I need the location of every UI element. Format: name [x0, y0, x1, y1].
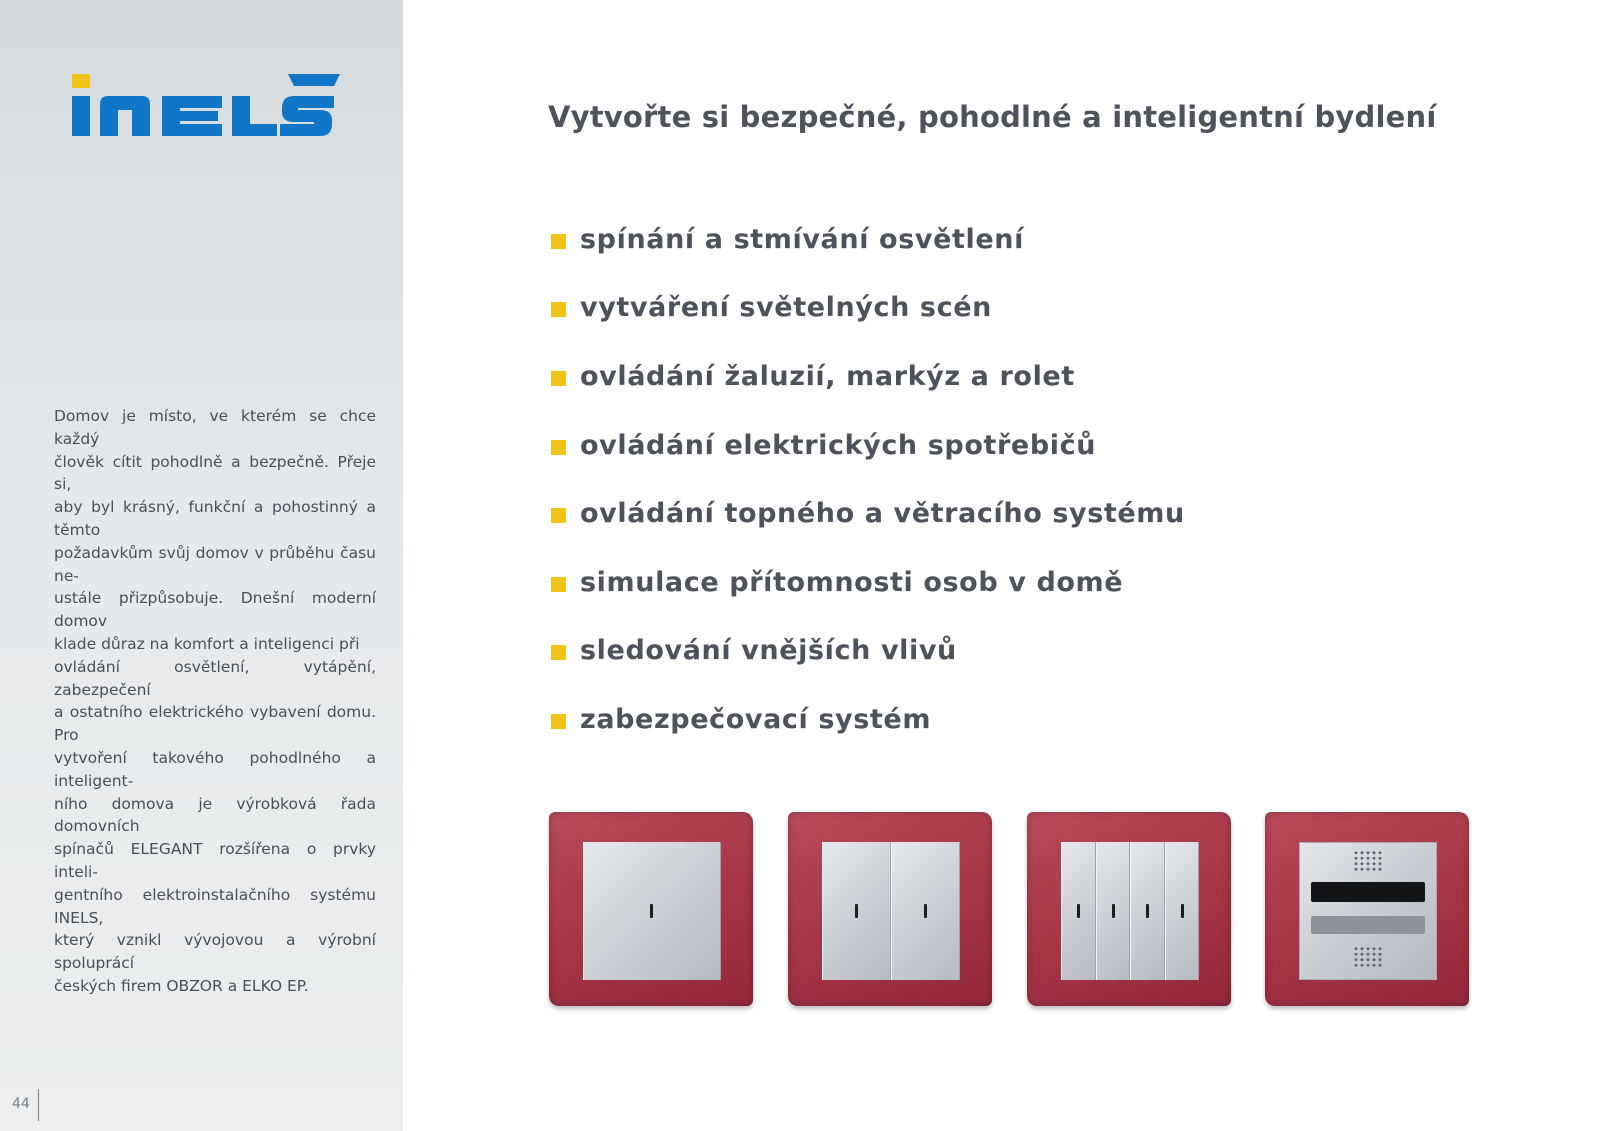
feature-item [551, 411, 1185, 480]
single-switch-photo [549, 812, 753, 1006]
led-indicator-icon [650, 904, 653, 918]
feature-list [551, 205, 1185, 754]
microphone-grille-icon [1353, 946, 1383, 968]
feature-item [551, 342, 1185, 411]
page-headline: Vytvořte si bezpečné, pohodlné a inteligentní bydlení [548, 100, 1437, 134]
switch-rocker [1165, 842, 1200, 980]
feature-label: simulace přítomnosti osob v domě [580, 566, 1124, 598]
square-bullet-icon [551, 508, 566, 523]
led-indicator-icon [1112, 904, 1115, 918]
switch-rocker [891, 842, 960, 980]
feature-label: sledování vnějších vlivů [580, 635, 957, 667]
quad-switch-photo [1027, 812, 1231, 1006]
feature-label: zabezpečovací systém [580, 703, 932, 735]
switch-plate [583, 842, 721, 980]
square-bullet-icon [551, 371, 566, 386]
feature-label: vytváření světelných scén [580, 292, 992, 324]
square-bullet-icon [551, 645, 566, 660]
feature-item [551, 479, 1185, 548]
switch-rocker [822, 842, 891, 980]
square-bullet-icon [551, 577, 566, 592]
lcd-display [1311, 882, 1425, 902]
product-photos [549, 812, 1469, 1012]
sensor-window [1311, 916, 1425, 934]
led-indicator-icon [924, 904, 927, 918]
square-bullet-icon [551, 714, 566, 729]
switch-plate [1061, 842, 1199, 980]
led-indicator-icon [1146, 904, 1149, 918]
feature-item [551, 274, 1185, 343]
inels-logo [72, 74, 342, 138]
speaker-grille-icon [1353, 850, 1383, 872]
switch-rocker [1061, 842, 1096, 980]
feature-label: spínání a stmívání osvětlení [580, 223, 1024, 255]
feature-label: ovládání topného a větracího systému [580, 498, 1185, 530]
square-bullet-icon [551, 440, 566, 455]
feature-item [551, 617, 1185, 686]
led-indicator-icon [855, 904, 858, 918]
feature-item [551, 548, 1185, 617]
double-switch-photo [788, 812, 992, 1006]
feature-item [551, 685, 1185, 754]
switch-rocker [1096, 842, 1131, 980]
switch-rocker [1130, 842, 1165, 980]
switch-rocker [583, 842, 721, 980]
feature-item [551, 205, 1185, 274]
feature-label: ovládání žaluzií, markýz a rolet [580, 360, 1075, 392]
led-indicator-icon [1181, 904, 1184, 918]
square-bullet-icon [551, 234, 566, 249]
sidebar-panel [0, 0, 403, 1131]
feature-label: ovládání elektrických spotřebičů [580, 429, 1097, 461]
led-indicator-icon [1077, 904, 1080, 918]
page-number: 44 [12, 1096, 30, 1112]
switch-plate [822, 842, 960, 980]
display-unit-photo [1265, 812, 1469, 1006]
intro-paragraph: Domov je místo, ve kterém se chce každý člověk cítit pohodlně a bezpečně. Přeje si, aby byl krásný, funkční a pohostinný a těmto požadavkům svůj domov v průběhu času ne- ustále přizpůsobuje. Dnešní moderní domov klade důraz na komfort a inteligenci při ovládání osvětlení, vytápění, zabezpečení a ostatního elektrického vybavení domu. Pro vytvoření takového pohodlného a inteligent- ního domova je výrobková řada domovních spínačů ELEGANT rozšířena o prvky inteli- gentního elektroinstalačního systému INELS, který vznikl vývojovou a výrobní spoluprácí českých firem OBZOR a ELKO EP. [54, 407, 376, 995]
display-unit-plate [1299, 842, 1437, 980]
square-bullet-icon [551, 302, 566, 317]
page-number-divider [38, 1089, 39, 1121]
